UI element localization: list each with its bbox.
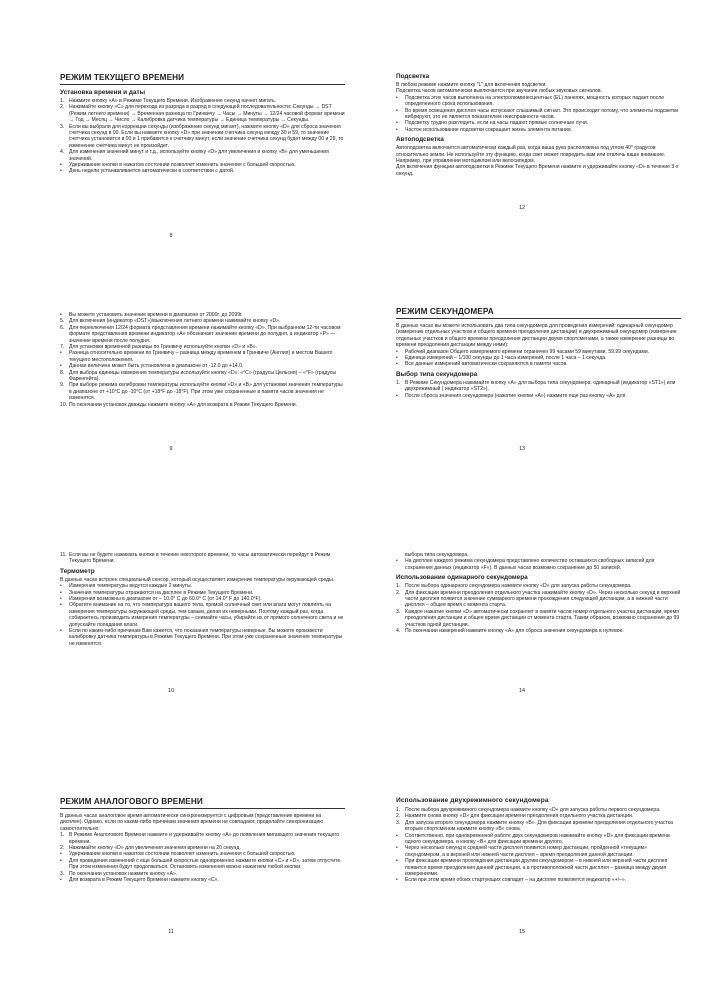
- list-item-text: Если по каким-либо причинам Вам кажется, что показания температуры неверные, Вы можете произвести калибровку датчика температуры в Режиме Текущего Времени. При этом уже сохраненные значения температуры не изменятся.: [69, 628, 343, 647]
- section-title: РЕЖИМ ТЕКУЩЕГО ВРЕМЕНИ: [60, 73, 345, 85]
- list-item-text: Для выбора единицы измерения температуры используйте кнопку «D»: «°C» (градусы Цельсия) – «°F» (градусы Фаренгейта).: [69, 369, 337, 383]
- list-item-text: Во время освещения дисплея часы испускают слышимый сигнал. Это происходит потому, что элементы подсветки вибрируют, это не является показателем неисправности часов.: [405, 107, 679, 121]
- list-marker: 5.: [60, 318, 65, 325]
- subsection-title: Термометр: [60, 567, 95, 575]
- list-marker: •: [60, 877, 62, 884]
- list-marker: 11.: [60, 552, 67, 558]
- list-marker: •: [60, 589, 62, 596]
- manual-page-8: [60, 73, 345, 175]
- paragraph: В данных часах вы можете использовать два типа секундомера для проведения измерений: одинарный секундомер (измерение отдельных участков и общего времени преодоления дистанции) и двухрежимный секундомер (измерение отдельных участков и общего времени преодоления дистанции двумя спортсменами, а также измерение разницы во времени преодоления дистанции между ними):: [396, 323, 677, 349]
- list-item: [60, 858, 345, 871]
- paragraph: В данных часах аналоговое время автоматически синхронизируется с цифровым (представление времени на дисплее). Однако, если по каким-либо причинам значения времени не совпадают, проделайте синхронизацию самостоятельно:: [60, 813, 324, 832]
- instruction-list: [396, 807, 681, 884]
- list-item: [60, 149, 345, 162]
- list-marker: 2.: [396, 589, 401, 596]
- page-number: 11: [168, 929, 174, 935]
- paragraph: Автоподсветка включается автоматически каждый раз, когда ваша рука расположена под углом 40° градусов относительно земли. Не используйте эту функцию, когда свет может повредить вам или отвлечь ваше внимание. Например, при управлении мотоциклом или велосипедом.: [396, 145, 666, 165]
- list-item-text: Нажимайте кнопку «D» для увеличения значения времени на 20 секунд.: [69, 845, 241, 852]
- list-marker: •: [60, 312, 62, 318]
- list-item-text: Для переключения 12/24 формата представления времени нажимайте кнопку «D». При выбранном 12-ти часовом формате представления времени индикатор «A» обозначает значение времени до полудня, а индикатор «P» — значение времени после полудня.: [69, 324, 341, 344]
- list-item-text: Подсветку трудно разглядеть, если на часы падают прямые солнечные лучи.: [405, 120, 589, 127]
- list-item-text: Если при этом время обоих стартующих совпадет – на дисплее появляется индикатор «+/–».: [405, 877, 627, 884]
- manual-page-13: [396, 307, 681, 399]
- list-marker: •: [396, 126, 398, 133]
- list-marker: 9.: [60, 382, 65, 389]
- list-item-text: Подсветка этих часов выполнена на электролюминесцентных (EL) панелях, мощность которых падает после определенного срока использования.: [405, 94, 665, 108]
- list-marker: •: [396, 120, 398, 127]
- list-item-text: Для проведения изменений с еще большей скоростью одновременно нажмите кнопки «C» и «D», затем отпустите. При этом изменения будут продолжаться. Остановить изменения можно нажатием любой кнопки.: [69, 857, 342, 871]
- list-item-text: На дисплее каждого режима секундомера представлено количество оставшихся свободных записей для сохранения данных (индикатор «F»). В данных часах возможно сохранение до 50 записей.: [405, 558, 655, 571]
- list-marker: 3.: [396, 608, 401, 615]
- manual-page-12: [396, 73, 681, 177]
- list-marker: •: [396, 845, 398, 852]
- subsection-title: Установка времени и даты: [60, 89, 146, 96]
- list-item-text: Обратите внимание на то, что температура вашего тела, прямой солнечный свет или влага могут повлиять на измерения температуры окружающей среды, тем самым, делая их неверными. Поэтому каждый раз, когда собираетесь производить измерения температуры – снимайте часы, убирайте их от прямого солнечного света и не допускайте попадания влаги.: [69, 602, 344, 628]
- list-item-text: Для запуска второго секундомера нажмите кнопку «B». Для фиксации времени преодоления отдельного участка вторым спортсменом нажмите кнопку «B» снова.: [405, 819, 673, 833]
- list-marker: •: [396, 392, 398, 399]
- list-marker: 1.: [396, 379, 401, 386]
- list-item-text: При выборе режима калибровки температуры используйте кнопки «D» и «B» для установки значения температуры в диапазоне от +10°C до -10°C (от +18°F до -18°F). При этом уже сохраненные в памяти часов значения не изменятся.: [69, 382, 343, 402]
- list-item: [60, 168, 345, 174]
- list-marker: 3.: [60, 870, 65, 877]
- list-marker: •: [396, 107, 398, 114]
- list-item: [60, 552, 345, 565]
- list-marker: 1.: [396, 583, 401, 590]
- list-item-text: В Режиме Секундомера нажимайте кнопку «A» для выбора типа секундомера: одинарный (индикатор «ST1») или двухрежимный ( индикатор «ST2»).: [405, 379, 676, 393]
- list-item-text: Соответственно, при одновременной работе двух секундомеров нажимайте кнопку «D» для фиксации времени одного секундомера, и кнопку «B» для фиксации времени другого.: [405, 832, 670, 846]
- list-item-text: По окончании установок нажмите кнопку «A».: [69, 870, 178, 877]
- instruction-list: [396, 380, 681, 399]
- list-item: [396, 590, 681, 609]
- page-number: 14: [519, 688, 525, 694]
- list-marker: •: [396, 355, 398, 362]
- manual-page-9: [60, 312, 345, 408]
- section-title: РЕЖИМ АНАЛОГОВОГО ВРЕМЕНИ: [60, 797, 345, 809]
- list-item: [396, 393, 681, 399]
- list-item-text: После выбора двухрежимного секундомера нажмите кнопку «D» для запуска работы первого секундомера.: [405, 807, 661, 813]
- page-number: 10: [168, 688, 174, 694]
- list-item: [396, 380, 681, 393]
- list-item: [396, 833, 681, 846]
- list-item-text: При фиксации времени прохождения дистанции другим секундомером – в нижней или верхней части дисплея появится время преодоления данной дистанции, а в противоположной части дисплея – разница между двумя измерениями.: [405, 858, 668, 878]
- list-item-text: Для включения (индикатор «DST»)/выключения летнего времени нажимайте кнопку «D».: [69, 318, 281, 325]
- list-marker: •: [396, 94, 398, 101]
- list-item-text: Для установки временной разницы по Гринвичу используйте кнопки «D» и «B».: [69, 344, 258, 351]
- list-item-text: Значения температуры отражаются на дисплее в Режиме Текущего Времени.: [69, 589, 254, 596]
- instruction-list: [60, 552, 345, 565]
- list-item: [396, 361, 681, 367]
- list-marker: •: [60, 628, 62, 635]
- list-marker: 2.: [60, 845, 65, 852]
- instruction-list: [60, 98, 345, 175]
- list-item: [60, 628, 345, 647]
- list-item-text: Для фиксации времени преодоления отдельного участка нажимайте кнопку «D». Через несколько секунд в верхней части дисплея появится значение суммарного времени прохождения следующей дистанции, а в нижней части дисплея – общее время с момента старта.: [405, 589, 681, 609]
- list-marker: •: [60, 596, 62, 603]
- list-item: [396, 95, 681, 108]
- list-item-text: Рабочий диапазон Общего измеряемого времени ограничен 99 часами 59 минутами, 59.99 секундами.: [405, 348, 650, 355]
- page-number: 13: [519, 446, 525, 452]
- list-marker: •: [396, 361, 398, 368]
- list-item-text: По окончании измерений нажмите кнопку «A» для сброса значения секундомера в нулевое.: [405, 628, 624, 635]
- list-marker: •: [60, 857, 62, 864]
- list-marker: 8.: [60, 369, 65, 376]
- list-item-text: выбора типа секундомера.: [405, 552, 469, 558]
- paragraph: В данных часах встроен специальный сенсор, который осуществляет измерение температуры окружающей среды.: [60, 576, 335, 583]
- list-marker: •: [60, 363, 62, 370]
- list-item-text: Если вы не будете нажимать кнопки в течение некоторого времени, то часы автоматически перейдут в Режим Текущего Времени.: [69, 552, 331, 565]
- list-item-text: Нажмите снова кнопку «D» для фиксации времени преодоления отдельного участка дистанции.: [405, 813, 634, 820]
- list-item-text: В Режиме Аналогового Времени нажмите и удерживайте кнопку «A» до появления мигающего значения текущего времени.: [69, 832, 340, 845]
- list-marker: •: [60, 168, 62, 175]
- list-marker: •: [396, 348, 398, 355]
- list-item-text: Удерживание кнопки в нажатом состоянии позволяет изменить значения с большей скоростью.: [69, 162, 296, 169]
- subsection-title: Использование одинарного секундомера: [396, 574, 528, 582]
- list-item-text: Если вы выбрали для коррекции секунды (изображение секунд мигает), нажмите кнопку «D» для сброса значения счетчика секунд в 00. Если вы нажмете кнопку «D» при значении счетчика секунд между 30 и 59, то значение счетчика установится в 00 и 1 прибавится к счетчику минут, если значение счетчика секунд будет между 00 и 29, то изменение счетчика минут не произойдет.: [69, 123, 344, 149]
- paragraph: Для включения функции автоподсветки в Режиме Текущего Времени нажмите и удерживайте кнопку «D» в течение 3-х секунд.: [396, 164, 679, 177]
- paragraph: В любом режиме нажмите кнопку "L" для включения подсветки.: [396, 82, 547, 88]
- list-item: [396, 877, 681, 883]
- list-item-text: Нажимайте кнопку «C» для перехода из разряда в разряд в следующей последовательности: Секунды → DST (Режим летнего времени) → Временная разница по Гринвичу → Часы → Минуты → 12/24 часовой формат времени → Год → Месяц → Число → Калибровка датчика температуры → Единица температуры → Секунды.: [69, 104, 345, 124]
- list-marker: 4.: [60, 149, 65, 156]
- list-marker: 1.: [60, 832, 65, 839]
- manual-page-10: [60, 552, 345, 647]
- note-list: [396, 552, 681, 571]
- list-marker: 3.: [396, 819, 401, 826]
- list-marker: 4.: [396, 628, 401, 635]
- manual-page-11: [60, 797, 345, 883]
- list-marker: 3.: [60, 123, 65, 130]
- list-item: [60, 382, 345, 401]
- section-title: Использование двухрежимного секундомера: [396, 797, 549, 804]
- page-number: 15: [519, 929, 525, 935]
- list-marker: 1.: [396, 807, 401, 813]
- list-item-text: По окончании установок дважды нажмите кнопку «A» для возврата в Режим Текущего Времени.: [69, 401, 298, 408]
- list-item-text: Вы можете установить значение времени в диапазоне от 2000г. до 2099г.: [69, 312, 243, 318]
- list-item: [60, 877, 345, 883]
- subsection-title: Автоподсветка: [396, 136, 444, 144]
- instruction-list: [60, 312, 345, 408]
- list-item-text: После выбора одинарного секундомера нажмите кнопку «D» для запуска работы секундомера.: [405, 583, 632, 590]
- page-number: 9: [169, 446, 173, 452]
- list-marker: 2.: [396, 813, 401, 820]
- list-marker: •: [60, 602, 62, 609]
- list-marker: 1.: [60, 98, 65, 104]
- manual-page-14: [396, 552, 681, 634]
- list-item: [60, 124, 345, 150]
- list-item: [396, 858, 681, 877]
- instruction-list: [60, 832, 345, 883]
- list-marker: •: [396, 558, 398, 565]
- list-item-text: Измерения температуры ведутся каждые 2 минуты.: [69, 583, 193, 590]
- list-marker: •: [60, 350, 62, 357]
- list-item: [396, 820, 681, 833]
- list-item: [60, 370, 345, 383]
- list-marker: •: [396, 858, 398, 865]
- subsection-title: Выбор типа секундомера: [396, 370, 478, 378]
- list-item-text: Данная величина может быть установлена в диапазоне от -12.0 до +14.0.: [69, 363, 244, 370]
- list-marker: •: [396, 877, 398, 884]
- list-marker: •: [60, 583, 62, 590]
- list-item-text: Частое использование подсветки сокращает жизнь элемента питания.: [405, 126, 573, 133]
- note-list: [60, 583, 345, 647]
- paragraph: Подсветка часов автоматически выключается при звучании любых звуковых сигналов.: [396, 88, 602, 95]
- list-item: [396, 845, 681, 858]
- list-item-text: День недели устанавливается автоматически в соответствии с датой.: [69, 168, 235, 175]
- list-marker: 6.: [60, 324, 65, 331]
- subsection-title: Подсветка: [396, 73, 430, 80]
- list-item: [60, 104, 345, 123]
- page-number: 8: [169, 233, 173, 239]
- list-marker: 10.: [60, 401, 68, 408]
- manual-page-15: [396, 797, 681, 884]
- list-item-text: Все данные измерений автоматически сохраняются в памяти часов.: [405, 361, 568, 368]
- instruction-list: [396, 583, 681, 634]
- list-item: [60, 325, 345, 344]
- list-item: [396, 558, 681, 571]
- list-marker: •: [60, 162, 62, 169]
- list-item-text: Измерения возможны в диапазоне от – 10.0° C до 60.0° C (от 14.0° F до 140.0°F).: [69, 596, 262, 603]
- list-item-text: Для изменения значений минут и т.д., используйте кнопку «D» для увеличения и кнопку «B» для уменьшения значений.: [69, 149, 329, 162]
- page-number: 12: [519, 205, 525, 211]
- list-item-text: Удерживание кнопки в нажатом состоянии позволяет изменить значения с большей скоростью.: [69, 851, 296, 858]
- list-item: [60, 602, 345, 628]
- list-marker: 2.: [60, 104, 65, 111]
- list-item: [396, 609, 681, 628]
- list-item: [60, 402, 345, 408]
- section-title: РЕЖИМ СЕКУНДОМЕРА: [396, 307, 681, 319]
- list-item: [396, 127, 681, 133]
- note-list: [396, 349, 681, 368]
- list-item-text: Каждое нажатие кнопки «D» автоматически сохраняет в памяти часов номер отдельного участка дистанции, время преодоления дистанции и общее время дистанции от момента старта. Таким образом, возможно сохранение до 99 участков одной дистанции.: [405, 608, 680, 628]
- list-marker: •: [60, 851, 62, 858]
- list-marker: •: [396, 832, 398, 839]
- list-item-text: Нажмите кнопку «A» в Режиме Текущего Времени. Изображение секунд начнет мигать.: [69, 98, 277, 104]
- list-item-text: Разница относительно времени по Гринвичу – разница между временем в Гринвиче (Англия) и местом Вашего текущего местоположения.: [69, 350, 333, 363]
- note-list: [396, 95, 681, 133]
- list-item-text: Для возврата в Режим Текущего Времени нажмите кнопку «C».: [69, 877, 219, 884]
- list-item-text: Через несколько секунд в средней части дисплея появится номер дистанции, пройденной «текущим» секундомером, а в верхней или нижней части дисплея – время преодоления данной дистанции.: [405, 845, 647, 858]
- list-item: [60, 350, 345, 363]
- list-marker: 7.: [60, 344, 65, 351]
- list-item-text: После сброса значения секундомера (нажатие кнопки «A») нажмите еще раз кнопку «A» для: [405, 392, 626, 399]
- list-item: [60, 832, 345, 845]
- list-item: [396, 108, 681, 121]
- list-item-text: Единица измерений – 1/100 секунды до 1 часа измерений, после 1 часа – 1 секунда.: [405, 355, 607, 362]
- list-item: [396, 628, 681, 634]
